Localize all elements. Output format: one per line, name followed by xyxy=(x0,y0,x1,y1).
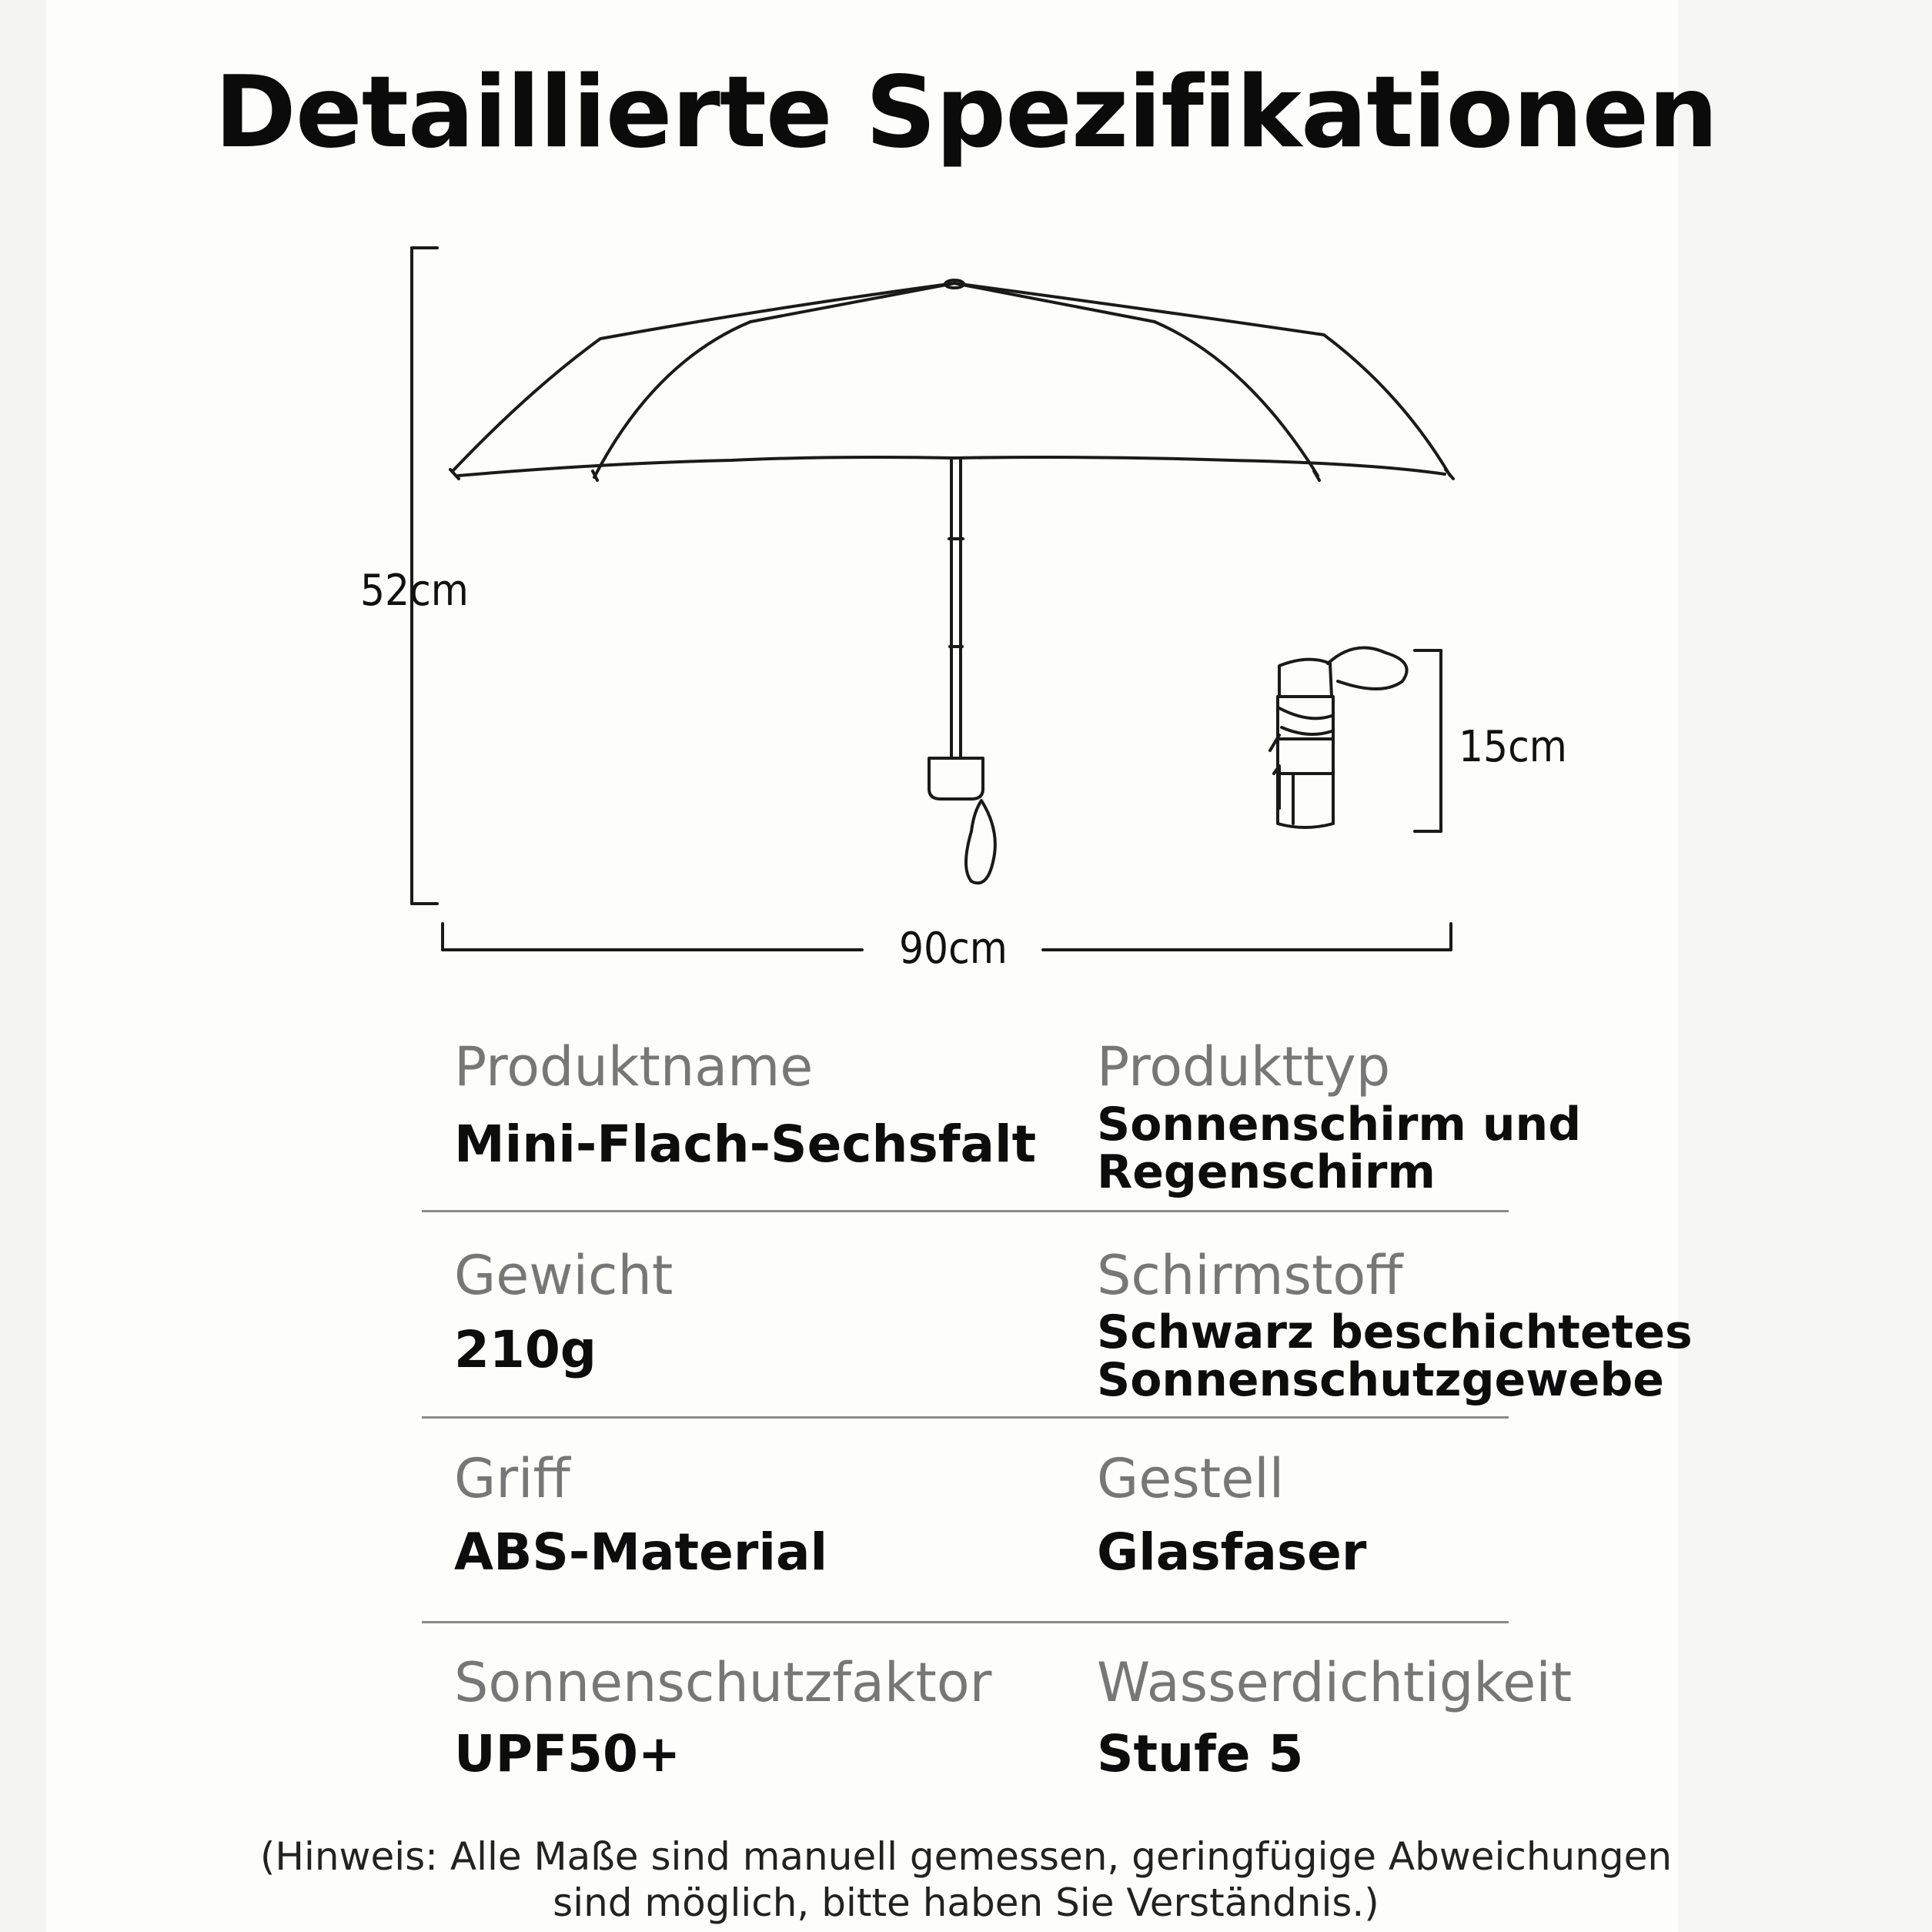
spec-divider-2 xyxy=(422,1416,1509,1419)
folded-dimension-bracket xyxy=(1415,650,1441,831)
folded-dimension-label: 15cm xyxy=(1459,722,1567,772)
spec-value-waterproof: Stufe 5 xyxy=(1097,1724,1304,1783)
spec-divider-3 xyxy=(422,1621,1509,1623)
measurement-note-line-1: (Hinweis: Alle Maße sind manuell gemessen, geringfügige Abweichungen xyxy=(259,1834,1673,1879)
page-title: Detaillierte Spezifikationen xyxy=(214,55,1718,170)
spec-value-product-type xyxy=(1097,1098,1582,1199)
spec-divider-1 xyxy=(422,1210,1509,1212)
spec-label-waterproof: Wasserdichtigkeit xyxy=(1097,1651,1573,1714)
spec-value-handle: ABS-Material xyxy=(454,1523,828,1582)
width-dimension-label: 90cm xyxy=(899,924,1008,974)
spec-label-sun-protection: Sonnenschutzfaktor xyxy=(454,1651,992,1714)
spec-label-canopy-fabric: Schirmstoff xyxy=(1097,1244,1403,1307)
spec-label-product-type: Produkttyp xyxy=(1097,1035,1391,1098)
spec-value-product-type-line-1: Sonnenschirm und xyxy=(1097,1098,1582,1152)
spec-value-frame: Glasfaser xyxy=(1097,1523,1367,1582)
spec-value-canopy-fabric xyxy=(1097,1305,1693,1407)
measurement-note-line-2: sind möglich, bitte haben Sie Verständnis.) xyxy=(553,1880,1379,1925)
open-umbrella-handle xyxy=(929,460,995,883)
spec-value-canopy-fabric-line-1: Schwarz beschichtetes xyxy=(1097,1305,1693,1359)
folded-umbrella xyxy=(1270,648,1407,827)
spec-label-weight: Gewicht xyxy=(454,1244,674,1307)
measurement-note xyxy=(0,1833,1932,1926)
spec-label-product-name: Produktname xyxy=(454,1035,814,1098)
spec-label-frame: Gestell xyxy=(1097,1447,1285,1510)
spec-value-product-type-line-2: Regenschirm xyxy=(1097,1145,1436,1199)
spec-value-product-name: Mini-Flach-Sechsfalt xyxy=(454,1115,1037,1174)
spec-value-canopy-fabric-line-2: Sonnenschutzgewebe xyxy=(1097,1353,1664,1407)
open-umbrella-canopy xyxy=(450,280,1453,480)
spec-value-weight: 210g xyxy=(454,1320,597,1379)
spec-value-sun-protection: UPF50+ xyxy=(454,1724,681,1783)
height-dimension-label: 52cm xyxy=(360,566,469,616)
spec-label-handle: Griff xyxy=(454,1447,570,1510)
